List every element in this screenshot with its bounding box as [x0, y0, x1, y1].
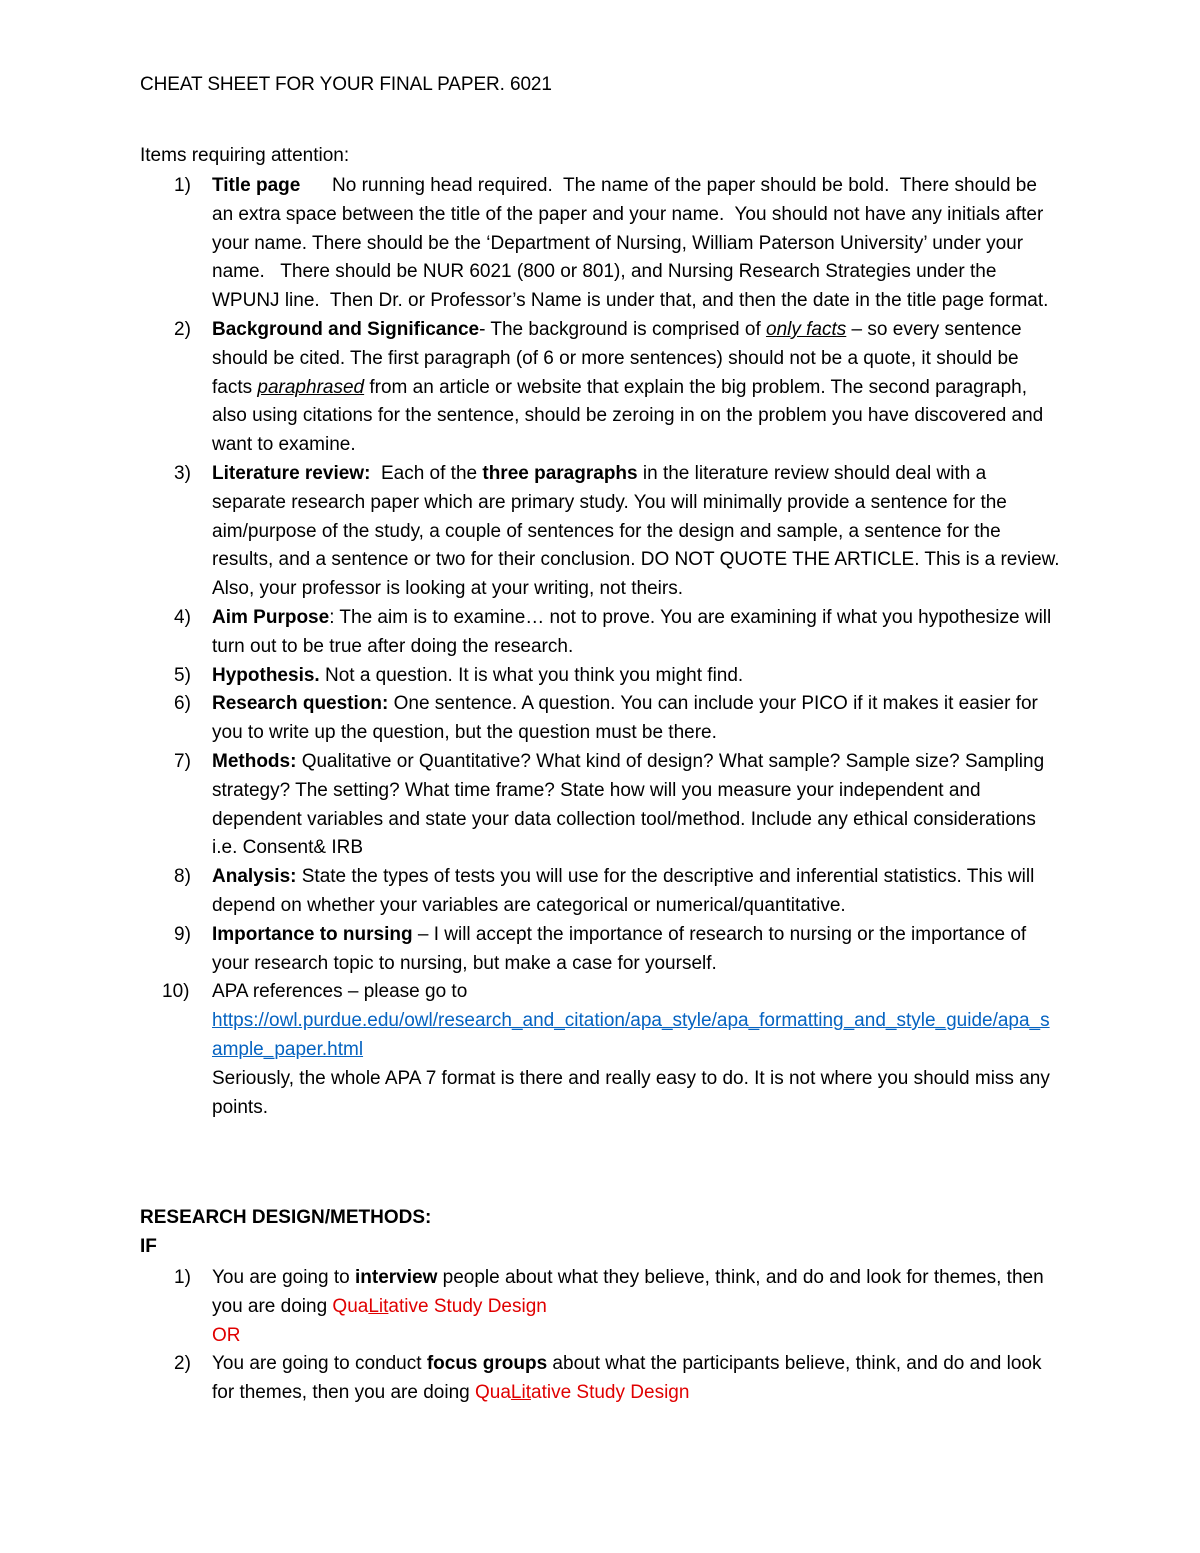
- list-item: [140, 690, 1060, 748]
- item-text: One sentence. A question. You can include your PICO if it makes it easier for you to write up the question, but the question must be there.: [212, 693, 1038, 744]
- design-type-text: [475, 1382, 689, 1403]
- item-text: about what the participants believe, think, and do and look for themes, then you are doing: [212, 1353, 1042, 1404]
- list-item: [140, 863, 1060, 921]
- section-heading: RESEARCH DESIGN/METHODS:: [140, 1207, 432, 1228]
- item-number: 2): [174, 318, 191, 340]
- item-label: Title page: [212, 175, 301, 196]
- item-text: State the types of tests you will use for the descriptive and inferential statistics. This will depend on whether your variables are categorical or numerical/quantitative.: [212, 866, 1035, 916]
- attention-list: [140, 172, 1060, 1122]
- or-label: OR: [212, 1324, 241, 1346]
- design-list: [140, 1264, 1060, 1408]
- list-item: [140, 921, 1060, 979]
- item-label: Literature review:: [212, 462, 371, 484]
- item-label: Background and Significance: [212, 318, 480, 340]
- emphasis-text: only facts: [766, 318, 847, 340]
- design-type-text: [332, 1296, 546, 1317]
- item-number: 4): [174, 606, 191, 628]
- list-item: [140, 978, 1060, 1122]
- item-number: 6): [174, 693, 191, 715]
- item-text: You are going to: [212, 1267, 355, 1288]
- item-text: Each of the: [370, 462, 483, 484]
- item-text: Qualitative or Quantitative? What kind of design? What sample? Sample size? Sampling strategy? The setting? What time frame? State how will you measure your independent and dependent variables and state your data collection tool/method. Include any ethical considerations i.e. Consent& IRB: [212, 750, 1045, 859]
- item-label: Methods:: [212, 750, 297, 772]
- list-item: [140, 460, 1060, 604]
- item-number: 3): [174, 462, 191, 484]
- bold-text: interview: [354, 1267, 438, 1288]
- item-number: 7): [174, 750, 191, 772]
- list-item: [140, 316, 1060, 460]
- item-text: - The background is comprised of: [479, 318, 767, 340]
- item-text: – so every sentence should be cited. The first paragraph (of 6 or more sentences) should not be a quote, it should be facts: [212, 318, 1022, 398]
- emphasis-text: paraphrased: [257, 376, 365, 398]
- item-text: You are going to conduct: [212, 1353, 427, 1375]
- item-text: – I will accept the importance of research to nursing or the importance of your research topic to nursing, but make a case for yourself.: [212, 923, 1027, 974]
- design-type-part: ative Study Design: [531, 1382, 690, 1404]
- item-text: : The aim is to examine… not to prove. You are examining if what you hypothesize will turn out to be true after doing the research.: [212, 606, 1052, 657]
- item-label: Hypothesis.: [212, 664, 320, 686]
- list-item: [140, 172, 1060, 316]
- design-type-emphasis: Lit: [368, 1295, 389, 1317]
- item-number: 1): [174, 1267, 191, 1288]
- item-label: Research question:: [212, 693, 389, 715]
- item-label: Aim Purpose: [212, 606, 330, 628]
- item-label: Analysis:: [212, 866, 297, 888]
- item-text: APA references – please go to: [212, 981, 468, 1003]
- list-item: [140, 1264, 1060, 1350]
- item-number: 10): [162, 981, 190, 1003]
- document-title: CHEAT SHEET FOR YOUR FINAL PAPER. 6021: [140, 74, 552, 95]
- item-text: people about what they believe, think, and do and look for themes, then you are doing: [212, 1267, 1044, 1317]
- bold-text: focus groups: [426, 1353, 548, 1375]
- list-item: [140, 662, 1060, 691]
- item-text: No running head required. The name of the paper should be bold. There should be an extra space between the title of the paper and your name. You should not have any initials after your name. There should be the ‘Department of Nursing, William Paterson University’ under your name. There should be NUR 6021 (800 or 801), and Nursing Research Strategies under the WPUNJ line. Then Dr. or Professor’s Name is under that, and then the date in the title page format.: [212, 175, 1049, 312]
- list-item: [140, 1350, 1060, 1408]
- item-number: 5): [174, 664, 191, 686]
- apa-sample-paper-link[interactable]: https://owl.purdue.edu/owl/research_and_citation/apa_style/apa_formatting_and_style_guide/apa_sample_paper.html: [212, 1010, 1050, 1060]
- item-text: in the literature review should deal with a separate research paper which are primary study. You will minimally provide a sentence for the aim/purpose of the study, a couple of sentences for the design and sample, a sentence for the results, and a sentence or two for their conclusion. DO NOT QUOTE THE ARTICLE. This is a review. Also, your professor is looking at your writing, not theirs.: [212, 462, 1060, 600]
- list-item: [140, 748, 1060, 863]
- item-number: 8): [174, 866, 191, 888]
- item-label: Importance to nursing: [212, 923, 413, 945]
- design-type-part: Qua: [332, 1295, 369, 1317]
- list-item: [140, 604, 1060, 662]
- design-type-emphasis: Lit: [510, 1382, 531, 1404]
- design-type-part: ative Study Design: [388, 1295, 547, 1317]
- item-text: Seriously, the whole APA 7 format is there and really easy to do. It is not where you should miss any points.: [212, 1067, 1050, 1118]
- item-number: 2): [174, 1353, 191, 1375]
- item-number: 9): [174, 923, 191, 945]
- intro-text: Items requiring attention:: [140, 145, 350, 166]
- item-number: 1): [174, 175, 191, 196]
- if-label: IF: [140, 1236, 157, 1257]
- design-type-part: Qua: [475, 1382, 511, 1404]
- item-text: from an article or website that explain the big problem. The second paragraph, also using citations for the sentence, should be zeroing in on the problem you have discovered and want to examine.: [212, 376, 1044, 456]
- bold-text: three paragraphs: [482, 462, 638, 484]
- item-text: Not a question. It is what you think you might find.: [319, 664, 744, 686]
